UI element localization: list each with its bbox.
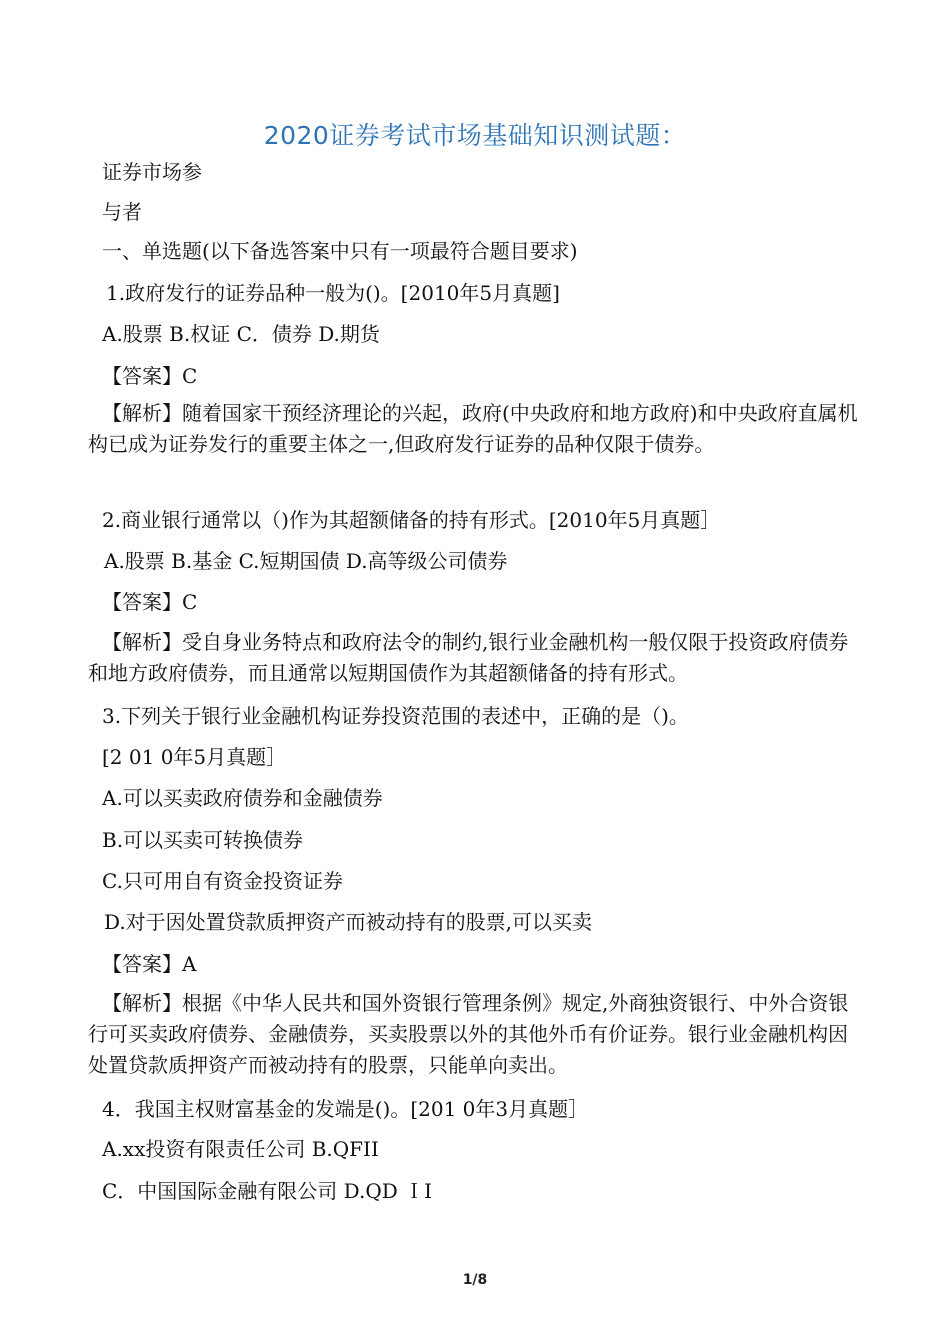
question-1-answer: 【答案】C bbox=[102, 364, 198, 388]
question-3: 3.下列关于银行业金融机构证券投资范围的表述中，正确的是（)。 bbox=[102, 704, 689, 728]
question-1-options: A.股票 B.权证 C．债券 D.期货 bbox=[102, 322, 380, 346]
question-3-option-a: A.可以买卖政府债券和金融债券 bbox=[102, 786, 383, 810]
question-3-answer: 【答案】A bbox=[102, 952, 197, 976]
question-1-analysis: 【解析】随着国家干预经济理论的兴起，政府(中央政府和地方政府)和中央政府直属机构已成为证券发行的重要主体之一,但政府发行证券的品种仅限于债券。 bbox=[88, 401, 858, 456]
question-4-options-2: C．中国国际金融有限公司 D.QD ＩI bbox=[102, 1179, 433, 1203]
subtitle-line-1: 证券市场参 bbox=[102, 160, 202, 184]
question-3-analysis: 【解析】根据《中华人民共和国外资银行管理条例》规定,外商独资银行、中外合资银行可买卖政府债券、金融债券，买卖股票以外的其他外币有价证券。银行业金融机构因处置贷款质押资产而被动持有的股票，只能单向卖出。 bbox=[88, 991, 849, 1077]
question-2: 2.商业银行通常以（)作为其超额储备的持有形式。[2010年5月真题］ bbox=[102, 508, 721, 532]
question-4: 4．我国主权财富基金的发端是()。[201 0年3月真题］ bbox=[102, 1097, 589, 1121]
page-number: 1/8 bbox=[462, 1272, 488, 1288]
subtitle-line-2: 与者 bbox=[102, 200, 142, 224]
question-2-answer: 【答案】C bbox=[102, 590, 198, 614]
question-3-option-d: D.对于因处置贷款质押资产而被动持有的股票,可以买卖 bbox=[104, 910, 593, 934]
question-2-options: A.股票 B.基金 C.短期国债 D.高等级公司债券 bbox=[104, 549, 508, 573]
question-3-option-b: B.可以买卖可转换债券 bbox=[102, 828, 304, 852]
question-1: 1.政府发行的证券品种一般为()。[2010年5月真题] bbox=[106, 281, 560, 305]
question-2-analysis: 【解析】受自身业务特点和政府法令的制约,银行业金融机构一般仅限于投资政府债券和地方政府债券，而且通常以短期国债作为其超额储备的持有形式。 bbox=[88, 630, 849, 685]
document-title: 2020证券考试市场基础知识测试题： bbox=[263, 121, 687, 150]
question-3-source: [2 01 0年5月真题］ bbox=[102, 745, 287, 769]
section-heading: 一、单选题(以下备选答案中只有一项最符合题目要求) bbox=[102, 239, 578, 263]
question-3-option-c: C.只可用自有资金投资证券 bbox=[102, 869, 343, 893]
question-4-options-1: A.xx投资有限责任公司 B.QFII bbox=[102, 1137, 379, 1161]
